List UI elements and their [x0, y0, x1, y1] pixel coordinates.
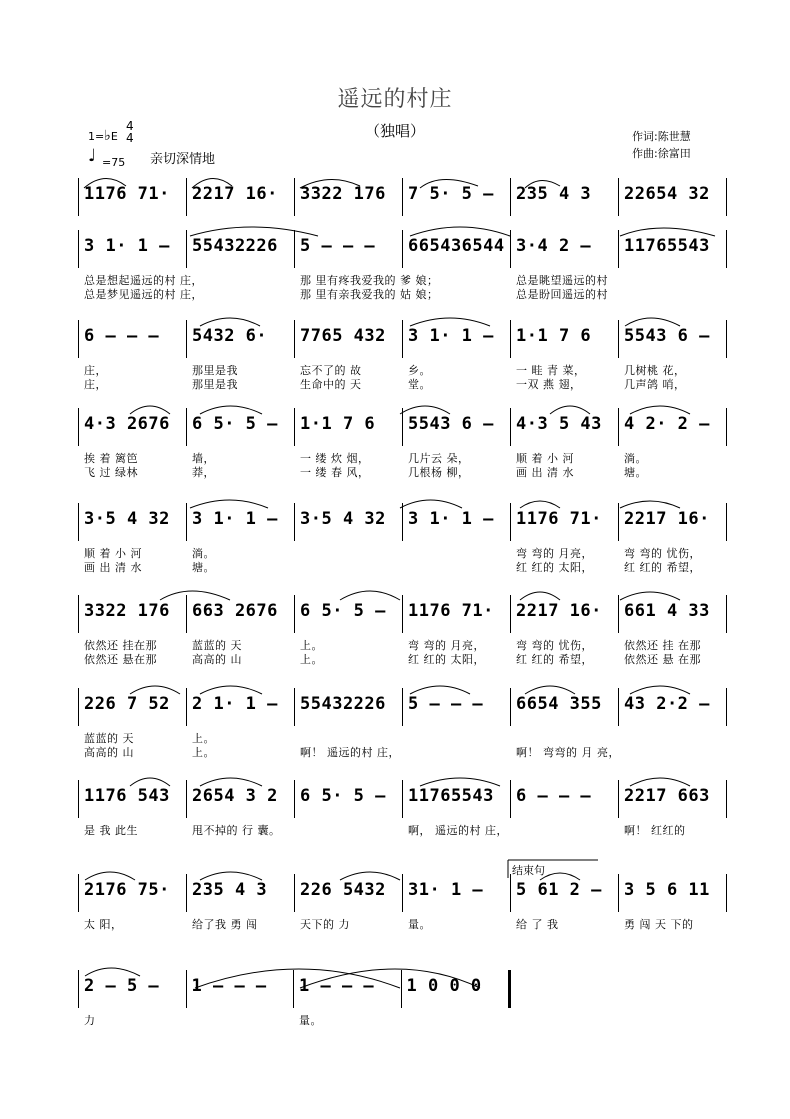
measure: 3 1· 1 – [408, 326, 494, 346]
lyric-verse-2: 依然还 悬 在那 [624, 653, 701, 666]
ending-label: 结束句 [512, 864, 545, 877]
lyric-verse-1: 量。 [299, 1014, 322, 1027]
measure: 6 5· 5 – [192, 414, 278, 434]
measure: 3 1· 1 – [84, 236, 170, 256]
measure: 2 1· 1 – [192, 694, 278, 714]
measure: 4·3 2676 [84, 414, 170, 434]
lyric-verse-1: 天下的 力 [300, 918, 350, 931]
lyric-verse-1: 力 [84, 1014, 96, 1027]
lyric-verse-1: 蓝蓝的 天 [192, 639, 242, 652]
measure: 3322 176 [300, 184, 386, 204]
measure: 663 2676 [192, 601, 278, 621]
measure: 55432226 [192, 236, 278, 256]
lyric-verse-1: 太 阳， [84, 918, 123, 931]
lyric-verse-2: 飞 过 绿林 [84, 466, 138, 479]
lyric-verse-2: 红 红的 希望， [624, 561, 701, 574]
measure: 3322 176 [84, 601, 170, 621]
lyric-verse-1: 弯 弯的 忧伤， [624, 547, 701, 560]
lyric-verse-1: 那里是我 [192, 364, 238, 377]
lyric-verse-2: 画 出 清 水 [516, 466, 574, 479]
lyric-verse-2: 莽， [192, 466, 215, 479]
lyric-verse-2: 堂。 [408, 378, 431, 391]
measure: 235 4 3 [192, 880, 268, 900]
lyric-verse-2: 生命中的 天 [300, 378, 362, 391]
lyric-verse-1: 量。 [408, 918, 431, 931]
lyric-verse-1: 墙， [192, 452, 215, 465]
time-top: 4 [126, 119, 134, 133]
measure: 5543 6 – [624, 326, 710, 346]
measure: 2 – 5 – [84, 976, 160, 996]
measure: 5 – – – [300, 236, 376, 256]
measure: 1 – – – [191, 976, 267, 996]
lyric-verse-1: 弯 弯的 忧伤， [516, 639, 593, 652]
key-note: E [110, 130, 118, 143]
lyric-verse-2: 几声鸽 哨， [624, 378, 686, 391]
lyric-verse-1: 忘不了的 故 [300, 364, 362, 377]
measure: 1176 71· [408, 601, 494, 621]
lyric-verse-2: 啊！ 遥远的村 庄， [300, 746, 400, 759]
measure: 1176 543 [84, 786, 170, 806]
lyric-verse-2: 红 红的 希望， [516, 653, 593, 666]
lyric-verse-1: 蓝蓝的 天 [84, 732, 134, 745]
lyric-verse-1: 庄， [84, 364, 107, 377]
measure: 6 – – – [516, 786, 592, 806]
lyric-verse-1: 是 我 此生 [84, 824, 138, 837]
lyric-verse-2: 塘。 [624, 466, 647, 479]
measure: 1·1 7 6 [300, 414, 376, 434]
key-one: 1= [88, 130, 105, 143]
measure: 235 4 3 [516, 184, 592, 204]
measure: 11765543 [408, 786, 494, 806]
time-bottom: 4 [126, 131, 134, 145]
lyric-verse-2: 红 红的 太阳， [408, 653, 485, 666]
measure: 7 5· 5 – [408, 184, 494, 204]
measure: 5543 6 – [408, 414, 494, 434]
measure: 1 – – – [299, 976, 375, 996]
lyricist-credit: 作词:陈世慧 [632, 130, 691, 143]
measure: 2176 75· [84, 880, 170, 900]
tempo-value: =75 [102, 156, 126, 169]
measure: 5 – – – [408, 694, 484, 714]
lyric-verse-2: 红 红的 太阳， [516, 561, 593, 574]
lyric-verse-2: 一双 燕 翅， [516, 378, 582, 391]
lyric-verse-1: 淌。 [192, 547, 215, 560]
tempo-expression: 亲切深情地 [150, 152, 216, 167]
measure: 226 7 52 [84, 694, 170, 714]
measure: 31· 1 – [408, 880, 484, 900]
lyric-verse-2: 一 缕 春 风， [300, 466, 370, 479]
measure: 226 5432 [300, 880, 386, 900]
lyric-verse-1: 弯 弯的 月亮， [516, 547, 593, 560]
flat-icon: ♭ [104, 128, 111, 144]
lyric-verse-1: 一 畦 青 菜， [516, 364, 586, 377]
lyric-verse-1: 给了我 勇 闯 [192, 918, 258, 931]
measure: 665436544 [408, 236, 505, 256]
song-subtitle: （独唱） [364, 122, 425, 140]
lyric-verse-1: 总是眺望遥远的村 [516, 274, 608, 287]
lyric-verse-1: 弯 弯的 月亮， [408, 639, 485, 652]
lyric-verse-1: 勇 闯 天 下的 [624, 918, 694, 931]
lyric-verse-1: 依然还 挂在那 [84, 639, 157, 652]
quarter-note-icon: ♩ [88, 146, 97, 166]
measure: 1 0 0 0 [406, 976, 482, 996]
measure: 55432226 [300, 694, 386, 714]
measure: 22654 32 [624, 184, 710, 204]
measure: 7765 432 [300, 326, 386, 346]
measure: 43 2·2 – [624, 694, 710, 714]
measure: 2217 663 [624, 786, 710, 806]
lyric-verse-1: 上。 [192, 732, 215, 745]
measure: 3 1· 1 – [408, 509, 494, 529]
measure: 11765543 [624, 236, 710, 256]
lyric-verse-1: 乡。 [408, 364, 431, 377]
lyric-verse-1: 几树桃 花， [624, 364, 686, 377]
lyric-verse-2: 总是梦见遥远的村 庄， [84, 288, 203, 301]
lyric-verse-1: 啊！ 红红的 [624, 824, 686, 837]
lyric-verse-1: 那 里有疼我爱我的 爹 娘； [300, 274, 439, 287]
measure: 1·1 7 6 [516, 326, 592, 346]
lyric-verse-2: 啊！ 弯弯的 月 亮， [516, 746, 620, 759]
lyric-verse-2: 画 出 清 水 [84, 561, 142, 574]
lyric-verse-1: 一 缕 炊 烟， [300, 452, 370, 465]
measure: 3 5 6 11 [624, 880, 710, 900]
lyric-verse-1: 依然还 挂 在那 [624, 639, 701, 652]
measure: 2217 16· [624, 509, 710, 529]
lyric-verse-1: 顺 着 小 河 [84, 547, 142, 560]
measure: 661 4 33 [624, 601, 710, 621]
lyric-verse-1: 挨 着 篱笆 [84, 452, 138, 465]
measure: 3 1· 1 – [192, 509, 278, 529]
lyric-verse-1: 甩不掉的 行 囊。 [192, 824, 281, 837]
lyric-verse-1: 啊， 遥远的村 庄， [408, 824, 508, 837]
lyric-verse-2: 高高的 山 [192, 653, 242, 666]
lyric-verse-1: 顺 着 小 河 [516, 452, 574, 465]
measure: 3·4 2 – [516, 236, 592, 256]
composer-credit: 作曲:徐富田 [632, 147, 691, 160]
lyric-verse-2: 那里是我 [192, 378, 238, 391]
lyric-verse-2: 高高的 山 [84, 746, 134, 759]
lyric-verse-1: 给 了 我 [516, 918, 559, 931]
lyric-verse-2: 上。 [300, 653, 323, 666]
measure: 5432 6· [192, 326, 268, 346]
lyric-verse-1: 淌。 [624, 452, 647, 465]
measure: 2217 16· [516, 601, 602, 621]
lyric-verse-2: 总是盼回遥远的村 [516, 288, 608, 301]
measure: 2654 3 2 [192, 786, 278, 806]
measure: 6654 355 [516, 694, 602, 714]
measure: 6 5· 5 – [300, 601, 386, 621]
lyric-verse-1: 上。 [300, 639, 323, 652]
measure: 3·5 4 32 [84, 509, 170, 529]
lyric-verse-2: 依然还 悬在那 [84, 653, 157, 666]
measure: 3·5 4 32 [300, 509, 386, 529]
measure: 2217 16· [192, 184, 278, 204]
lyric-verse-2: 塘。 [192, 561, 215, 574]
measure: 4·3 5 43 [516, 414, 602, 434]
measure: 6 5· 5 – [300, 786, 386, 806]
measure: 1176 71· [516, 509, 602, 529]
lyric-verse-2: 那 里有亲我爱我的 姑 娘； [300, 288, 439, 301]
song-title: 遥远的村庄 [337, 87, 453, 112]
lyric-verse-1: 总是想起遥远的村 庄， [84, 274, 203, 287]
measure: 6 – – – [84, 326, 160, 346]
measure: 4 2· 2 – [624, 414, 710, 434]
lyric-verse-2: 庄， [84, 378, 107, 391]
measure: 5 61 2 – [516, 880, 602, 900]
lyric-verse-2: 上。 [192, 746, 215, 759]
lyric-verse-2: 几根杨 柳， [408, 466, 470, 479]
measure: 1176 71· [84, 184, 170, 204]
lyric-verse-1: 几片云 朵， [408, 452, 470, 465]
